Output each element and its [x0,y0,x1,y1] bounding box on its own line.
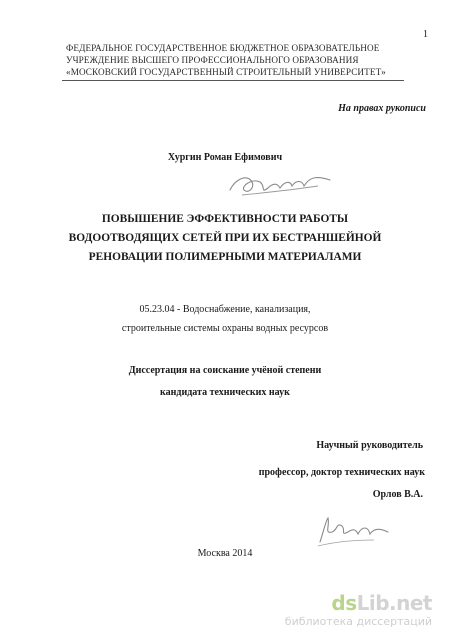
degree-statement [0,365,450,398]
title-line-2: ВОДООТВОДЯЩИХ СЕТЕЙ ПРИ ИХ БЕСТРАНШЕЙНОЙ [68,232,382,244]
institution-line-3: «МОСКОВСКИЙ ГОСУДАРСТВЕННЫЙ СТРОИТЕЛЬНЫЙ УНИВЕРСИТЕТ» [66,67,386,77]
watermark-logo [285,592,432,614]
supervisor-block [125,440,425,500]
supervisor-name: Орлов В.А. [372,489,423,500]
specialty-line-1: 05.23.04 - Водоснабжение, канализация, [139,304,311,315]
degree-line-2: кандидата технических наук [160,387,290,398]
page-number: 1 [423,29,428,40]
header-divider [62,80,404,81]
specialty [0,300,450,338]
dslib-watermark[interactable] [285,592,432,628]
supervisor-signature [314,512,392,550]
degree-line-1: Диссертация на соискание учёной степени [128,365,322,376]
rights-notice: На правах рукописи [338,103,426,114]
supervisor-label: Научный руководитель [316,440,423,451]
institution-line-2: УЧРЕЖДЕНИЕ ВЫСШЕГО ПРОФЕССИОНАЛЬНОГО ОБРАЗОВАНИЯ [66,55,359,65]
specialty-line-2: строительные системы охраны водных ресурсов [121,323,329,334]
watermark-brand-rest: Lib.net [356,591,432,615]
watermark-tagline: библиотека диссертаций [284,615,432,628]
city-year: Москва 2014 [197,548,253,559]
title-line-3: РЕНОВАЦИИ ПОЛИМЕРНЫМИ МАТЕРИАЛАМИ [88,251,362,263]
watermark-brand-prefix: ds [331,591,357,615]
institution-line-1: ФЕДЕРАЛЬНОЕ ГОСУДАРСТВЕННОЕ БЮДЖЕТНОЕ ОБРАЗОВАТЕЛЬНОЕ [66,43,380,53]
title-line-1: ПОВЫШЕНИЕ ЭФФЕКТИВНОСТИ РАБОТЫ [101,213,349,225]
author-name: Хургин Роман Ефимович [167,152,283,163]
supervisor-rank: профессор, доктор технических наук [258,467,425,478]
author-signature [222,168,342,202]
institution-header [66,42,406,78]
dissertation-title [0,210,450,267]
